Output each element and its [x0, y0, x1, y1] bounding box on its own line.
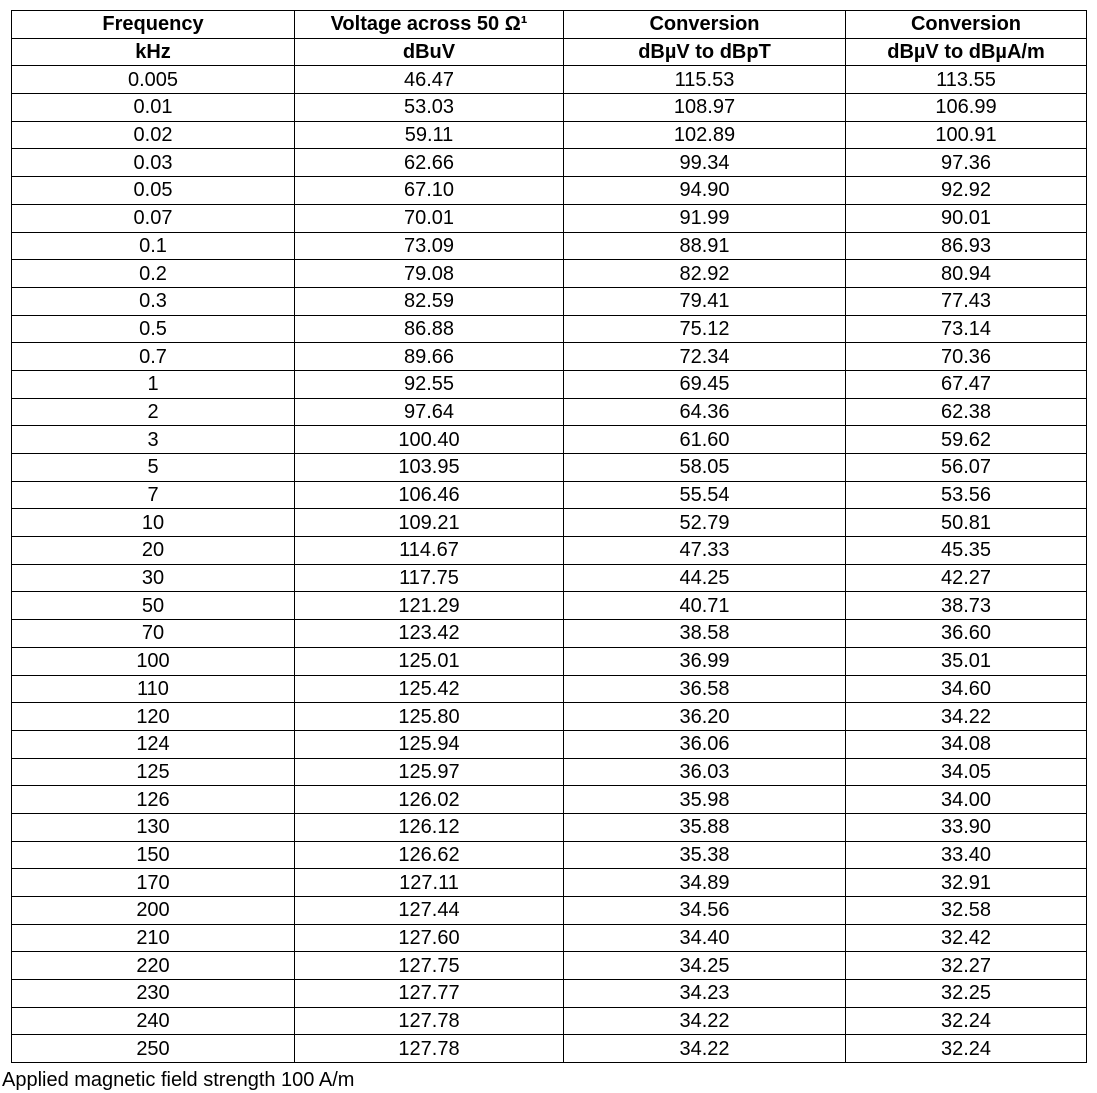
cell-dbua-m: 36.60: [846, 620, 1087, 648]
unit-conversion-am: dBµV to dBµA/m: [846, 38, 1087, 66]
cell-dbpt: 34.22: [564, 1035, 846, 1063]
cell-dbua-m: 32.42: [846, 924, 1087, 952]
cell-dbpt: 52.79: [564, 509, 846, 537]
cell-dbua-m: 53.56: [846, 481, 1087, 509]
table-row: [12, 370, 1087, 398]
table-row: [12, 675, 1087, 703]
cell-dbpt: 72.34: [564, 343, 846, 371]
cell-frequency: 124: [12, 730, 295, 758]
cell-dbpt: 55.54: [564, 481, 846, 509]
cell-frequency: 0.02: [12, 121, 295, 149]
table-row: [12, 1007, 1087, 1035]
unit-conversion-pt: dBµV to dBpT: [564, 38, 846, 66]
cell-voltage: 126.02: [295, 786, 564, 814]
cell-voltage: 125.97: [295, 758, 564, 786]
cell-dbpt: 88.91: [564, 232, 846, 260]
header-voltage: Voltage across 50 Ω¹: [295, 11, 564, 39]
cell-dbua-m: 35.01: [846, 647, 1087, 675]
cell-dbpt: 102.89: [564, 121, 846, 149]
table-row: [12, 841, 1087, 869]
cell-dbua-m: 33.40: [846, 841, 1087, 869]
table-row: [12, 232, 1087, 260]
cell-voltage: 125.42: [295, 675, 564, 703]
header-conversion-am: Conversion: [846, 11, 1087, 39]
cell-dbpt: 40.71: [564, 592, 846, 620]
cell-voltage: 126.62: [295, 841, 564, 869]
table-row: [12, 426, 1087, 454]
table-row: [12, 1035, 1087, 1063]
cell-dbpt: 79.41: [564, 287, 846, 315]
cell-frequency: 130: [12, 813, 295, 841]
cell-dbpt: 47.33: [564, 537, 846, 565]
table-row: [12, 537, 1087, 565]
cell-voltage: 70.01: [295, 204, 564, 232]
cell-frequency: 10: [12, 509, 295, 537]
cell-dbua-m: 42.27: [846, 564, 1087, 592]
cell-voltage: 53.03: [295, 94, 564, 122]
table-row: [12, 730, 1087, 758]
cell-dbpt: 61.60: [564, 426, 846, 454]
table-header: [12, 11, 1087, 66]
table-row: [12, 924, 1087, 952]
cell-voltage: 127.11: [295, 869, 564, 897]
cell-voltage: 127.60: [295, 924, 564, 952]
table-row: [12, 481, 1087, 509]
cell-voltage: 59.11: [295, 121, 564, 149]
cell-frequency: 5: [12, 454, 295, 482]
cell-voltage: 121.29: [295, 592, 564, 620]
cell-frequency: 7: [12, 481, 295, 509]
table-row: [12, 315, 1087, 343]
cell-frequency: 0.1: [12, 232, 295, 260]
cell-frequency: 125: [12, 758, 295, 786]
cell-voltage: 103.95: [295, 454, 564, 482]
unit-voltage: dBuV: [295, 38, 564, 66]
cell-dbpt: 69.45: [564, 370, 846, 398]
cell-dbpt: 35.88: [564, 813, 846, 841]
cell-dbua-m: 67.47: [846, 370, 1087, 398]
cell-dbua-m: 38.73: [846, 592, 1087, 620]
cell-frequency: 200: [12, 897, 295, 925]
table-row: [12, 260, 1087, 288]
table-row: [12, 177, 1087, 205]
cell-dbpt: 75.12: [564, 315, 846, 343]
table-row: [12, 509, 1087, 537]
cell-frequency: 240: [12, 1007, 295, 1035]
table-row: [12, 343, 1087, 371]
cell-frequency: 126: [12, 786, 295, 814]
cell-frequency: 0.3: [12, 287, 295, 315]
cell-dbua-m: 106.99: [846, 94, 1087, 122]
table-row: [12, 398, 1087, 426]
footnote: Applied magnetic field strength 100 A/m: [2, 1069, 355, 1091]
cell-dbua-m: 77.43: [846, 287, 1087, 315]
table-row: [12, 94, 1087, 122]
cell-voltage: 125.01: [295, 647, 564, 675]
table-row: [12, 620, 1087, 648]
cell-frequency: 30: [12, 564, 295, 592]
table-row: [12, 813, 1087, 841]
table-row: [12, 454, 1087, 482]
cell-dbua-m: 34.05: [846, 758, 1087, 786]
cell-voltage: 114.67: [295, 537, 564, 565]
cell-dbua-m: 100.91: [846, 121, 1087, 149]
cell-dbua-m: 97.36: [846, 149, 1087, 177]
header-row-titles: [12, 11, 1087, 39]
cell-dbpt: 115.53: [564, 66, 846, 94]
cell-frequency: 1: [12, 370, 295, 398]
cell-dbpt: 36.20: [564, 703, 846, 731]
table-row: [12, 952, 1087, 980]
cell-dbpt: 82.92: [564, 260, 846, 288]
cell-frequency: 0.7: [12, 343, 295, 371]
cell-dbpt: 34.40: [564, 924, 846, 952]
cell-voltage: 86.88: [295, 315, 564, 343]
cell-dbpt: 34.89: [564, 869, 846, 897]
cell-dbua-m: 70.36: [846, 343, 1087, 371]
cell-frequency: 250: [12, 1035, 295, 1063]
cell-frequency: 150: [12, 841, 295, 869]
cell-frequency: 210: [12, 924, 295, 952]
cell-voltage: 79.08: [295, 260, 564, 288]
cell-frequency: 20: [12, 537, 295, 565]
cell-dbpt: 108.97: [564, 94, 846, 122]
cell-voltage: 123.42: [295, 620, 564, 648]
cell-dbua-m: 34.08: [846, 730, 1087, 758]
cell-voltage: 127.78: [295, 1035, 564, 1063]
cell-frequency: 0.005: [12, 66, 295, 94]
cell-dbpt: 34.22: [564, 1007, 846, 1035]
table-row: [12, 287, 1087, 315]
cell-frequency: 110: [12, 675, 295, 703]
cell-dbua-m: 34.22: [846, 703, 1087, 731]
cell-frequency: 100: [12, 647, 295, 675]
table-row: [12, 592, 1087, 620]
cell-dbua-m: 86.93: [846, 232, 1087, 260]
cell-voltage: 73.09: [295, 232, 564, 260]
cell-dbua-m: 62.38: [846, 398, 1087, 426]
cell-dbpt: 36.03: [564, 758, 846, 786]
cell-frequency: 3: [12, 426, 295, 454]
cell-frequency: 120: [12, 703, 295, 731]
cell-dbpt: 34.23: [564, 980, 846, 1008]
cell-voltage: 125.80: [295, 703, 564, 731]
cell-voltage: 106.46: [295, 481, 564, 509]
cell-voltage: 46.47: [295, 66, 564, 94]
cell-dbua-m: 56.07: [846, 454, 1087, 482]
cell-dbpt: 58.05: [564, 454, 846, 482]
cell-dbua-m: 32.27: [846, 952, 1087, 980]
cell-voltage: 126.12: [295, 813, 564, 841]
cell-dbua-m: 90.01: [846, 204, 1087, 232]
cell-voltage: 62.66: [295, 149, 564, 177]
conversion-table: [11, 10, 1087, 1063]
table-row: [12, 869, 1087, 897]
cell-dbpt: 34.56: [564, 897, 846, 925]
cell-frequency: 50: [12, 592, 295, 620]
cell-voltage: 127.77: [295, 980, 564, 1008]
cell-frequency: 220: [12, 952, 295, 980]
table-row: [12, 647, 1087, 675]
table-body: [12, 66, 1087, 1063]
cell-voltage: 100.40: [295, 426, 564, 454]
cell-voltage: 109.21: [295, 509, 564, 537]
cell-dbpt: 38.58: [564, 620, 846, 648]
cell-frequency: 0.01: [12, 94, 295, 122]
cell-dbua-m: 32.91: [846, 869, 1087, 897]
cell-voltage: 82.59: [295, 287, 564, 315]
cell-frequency: 0.5: [12, 315, 295, 343]
cell-dbua-m: 34.60: [846, 675, 1087, 703]
cell-dbpt: 91.99: [564, 204, 846, 232]
cell-dbpt: 35.38: [564, 841, 846, 869]
cell-frequency: 0.03: [12, 149, 295, 177]
cell-dbpt: 64.36: [564, 398, 846, 426]
cell-dbua-m: 113.55: [846, 66, 1087, 94]
cell-dbua-m: 73.14: [846, 315, 1087, 343]
table-row: [12, 149, 1087, 177]
cell-voltage: 89.66: [295, 343, 564, 371]
cell-dbua-m: 45.35: [846, 537, 1087, 565]
cell-voltage: 67.10: [295, 177, 564, 205]
table-row: [12, 66, 1087, 94]
table-row: [12, 758, 1087, 786]
cell-dbpt: 99.34: [564, 149, 846, 177]
cell-voltage: 127.78: [295, 1007, 564, 1035]
cell-dbpt: 34.25: [564, 952, 846, 980]
cell-dbua-m: 32.24: [846, 1007, 1087, 1035]
unit-frequency: kHz: [12, 38, 295, 66]
cell-dbua-m: 59.62: [846, 426, 1087, 454]
cell-dbpt: 94.90: [564, 177, 846, 205]
cell-voltage: 127.75: [295, 952, 564, 980]
cell-frequency: 230: [12, 980, 295, 1008]
cell-dbua-m: 50.81: [846, 509, 1087, 537]
table-row: [12, 121, 1087, 149]
cell-voltage: 92.55: [295, 370, 564, 398]
cell-voltage: 127.44: [295, 897, 564, 925]
cell-dbpt: 44.25: [564, 564, 846, 592]
cell-voltage: 117.75: [295, 564, 564, 592]
cell-dbua-m: 33.90: [846, 813, 1087, 841]
cell-dbua-m: 34.00: [846, 786, 1087, 814]
cell-dbua-m: 80.94: [846, 260, 1087, 288]
cell-frequency: 70: [12, 620, 295, 648]
cell-voltage: 125.94: [295, 730, 564, 758]
table-row: [12, 204, 1087, 232]
cell-dbpt: 36.06: [564, 730, 846, 758]
cell-frequency: 170: [12, 869, 295, 897]
table-row: [12, 564, 1087, 592]
cell-dbua-m: 32.24: [846, 1035, 1087, 1063]
cell-frequency: 0.05: [12, 177, 295, 205]
cell-frequency: 2: [12, 398, 295, 426]
table-row: [12, 980, 1087, 1008]
table-row: [12, 703, 1087, 731]
cell-dbua-m: 32.58: [846, 897, 1087, 925]
header-frequency: Frequency: [12, 11, 295, 39]
header-conversion-pt: Conversion: [564, 11, 846, 39]
cell-dbua-m: 32.25: [846, 980, 1087, 1008]
cell-dbua-m: 92.92: [846, 177, 1087, 205]
cell-frequency: 0.07: [12, 204, 295, 232]
cell-frequency: 0.2: [12, 260, 295, 288]
cell-dbpt: 35.98: [564, 786, 846, 814]
cell-dbpt: 36.58: [564, 675, 846, 703]
cell-voltage: 97.64: [295, 398, 564, 426]
table-row: [12, 897, 1087, 925]
cell-dbpt: 36.99: [564, 647, 846, 675]
table-row: [12, 786, 1087, 814]
header-row-units: [12, 38, 1087, 66]
